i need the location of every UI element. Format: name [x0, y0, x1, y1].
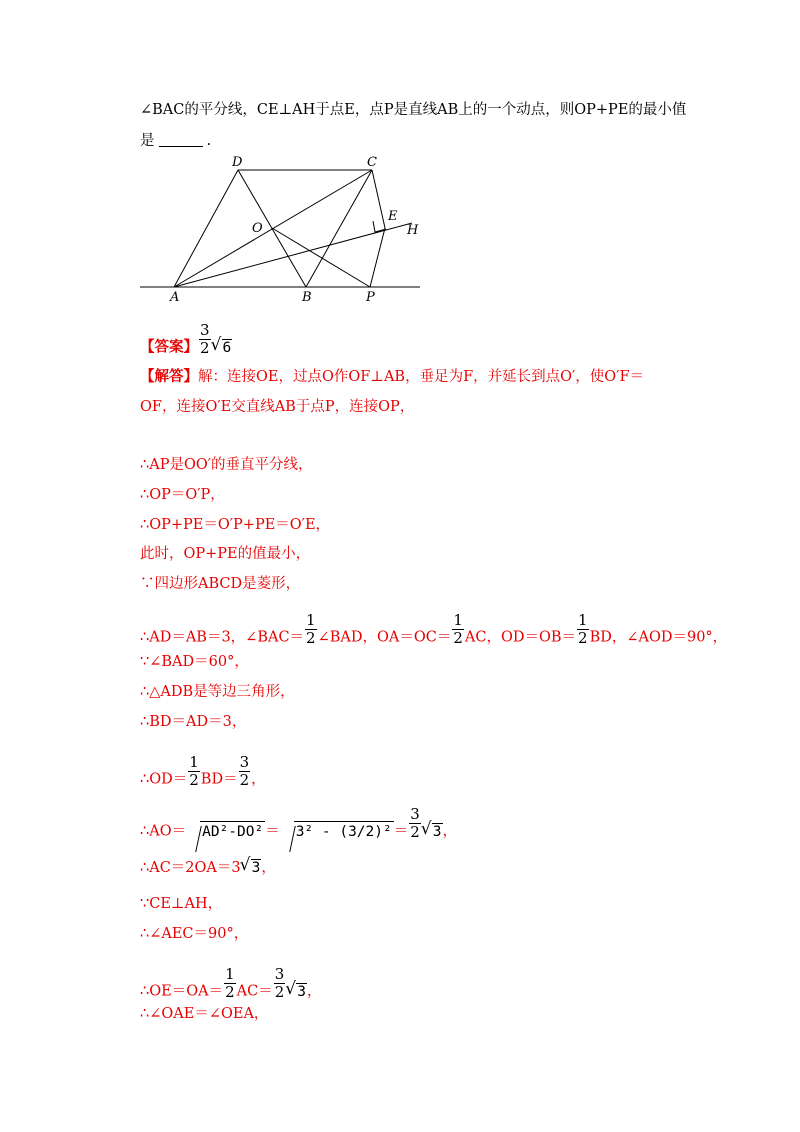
label-d: D: [232, 155, 243, 170]
segment-ep: [370, 228, 385, 287]
label-a: A: [170, 290, 180, 305]
answer-sqrt: √ 6: [213, 338, 233, 358]
solution-line-11: ∴BD＝AD＝3，: [140, 714, 247, 730]
solution-line-4: ∴OP＝O′P，: [140, 487, 225, 503]
solution-line-5: ∴OP+PE＝O′P+PE＝O′E，: [140, 517, 331, 533]
sqrt-3-a: √ 3: [423, 822, 443, 842]
solution-tag: 【解答】: [140, 368, 198, 385]
half-fraction-5: $\frac{1}{2}$: [225, 965, 235, 1001]
question-line-2: [140, 131, 211, 151]
answer-fraction: $\frac{3}{2}$: [200, 321, 210, 357]
question-line-1: ∠BAC的平分线，CE⊥AH于点E，点P是直线AB上的一个动点，则OP+PE的最小值: [140, 102, 687, 118]
three-halves-3: $\frac{3}{2}$: [274, 965, 285, 1001]
solution-line-2: OF，连接O′E交直线AB于点P，连接OP，: [140, 399, 415, 415]
half-fraction-3: $\frac{1}{2}$: [578, 611, 588, 647]
solution-line-18: ∴∠OAE＝∠OEA，: [140, 1006, 269, 1022]
solution-line-13: ∴AO＝ AD²-DO² ＝ 3² - (3/2)² ＝ $\frac{3}{2}$ √ 3，: [140, 814, 457, 849]
side-ad: [174, 170, 238, 287]
half-fraction-4: $\frac{1}{2}$: [189, 753, 199, 789]
question-line-2-end: .: [206, 133, 212, 149]
label-e: E: [388, 209, 398, 224]
half-fraction-2: $\frac{1}{2}$: [453, 611, 463, 647]
solution-line-8: ∴AD＝AB＝3，∠BAC＝ $\frac{1}{2}$ ∠BAD，OA＝OC＝ $\frac{1}{2}$ AC，OD＝OB＝ $\frac{1}{2}$ BD，∠AOD＝90°，: [140, 611, 728, 647]
answer-tag: 【答案】: [140, 338, 198, 356]
question-line-2-start: 是: [140, 133, 155, 149]
three-halves-2: $\frac{3}{2}$: [410, 805, 420, 841]
solution-line-17: ∴OE＝OA＝ $\frac{1}{2}$ AC＝ $\frac{3}{2}$ √ 3，: [140, 974, 321, 1009]
sqrt-ad-do: AD²-DO²: [188, 822, 265, 842]
segment-ce: [372, 170, 385, 228]
label-b: B: [302, 290, 312, 305]
label-h: H: [407, 223, 419, 238]
ray-ah: [174, 223, 412, 287]
three-halves-1: $\frac{3}{2}$: [239, 753, 250, 789]
segment-op: [272, 228, 370, 287]
label-p: P: [366, 290, 375, 305]
answer-line: [140, 321, 232, 365]
solution-line-7: ∵四边形ABCD是菱形，: [140, 576, 301, 592]
sqrt-3-b: √ 3: [242, 858, 262, 878]
half-fraction-1: $\frac{1}{2}$: [306, 611, 316, 647]
sqrt-3-c: √ 3: [287, 982, 307, 1002]
label-o: O: [252, 221, 263, 236]
solution-line-6: 此时，OP+PE的值最小，: [140, 546, 311, 562]
solution-line-14: ∴AC＝2OA＝3√ 3，: [140, 858, 276, 878]
answer-blank: [159, 132, 203, 147]
solution-line-16: ∴∠AEC＝90°，: [140, 926, 249, 942]
sqrt-numeric: 3² - (3/2)²: [282, 822, 394, 842]
solution-line-15: ∵CE⊥AH，: [140, 896, 223, 912]
solution-line-10: ∴△ADB是等边三角形，: [140, 684, 295, 700]
solution-line-12: ∴OD＝ $\frac{1}{2}$ BD＝ $\frac{3}{2}$ ，: [140, 753, 266, 789]
solution-line-9: ∵∠BAD＝60°，: [140, 654, 249, 670]
label-c: C: [367, 155, 377, 170]
solution-line-3: ∴AP是OO′的垂直平分线，: [140, 457, 313, 473]
side-cb: [306, 170, 372, 287]
solution-line-1: 【解答】解：连接OE，过点O作OF⊥AB，垂足为F，并延长到点O′，使O′F＝: [140, 368, 645, 385]
